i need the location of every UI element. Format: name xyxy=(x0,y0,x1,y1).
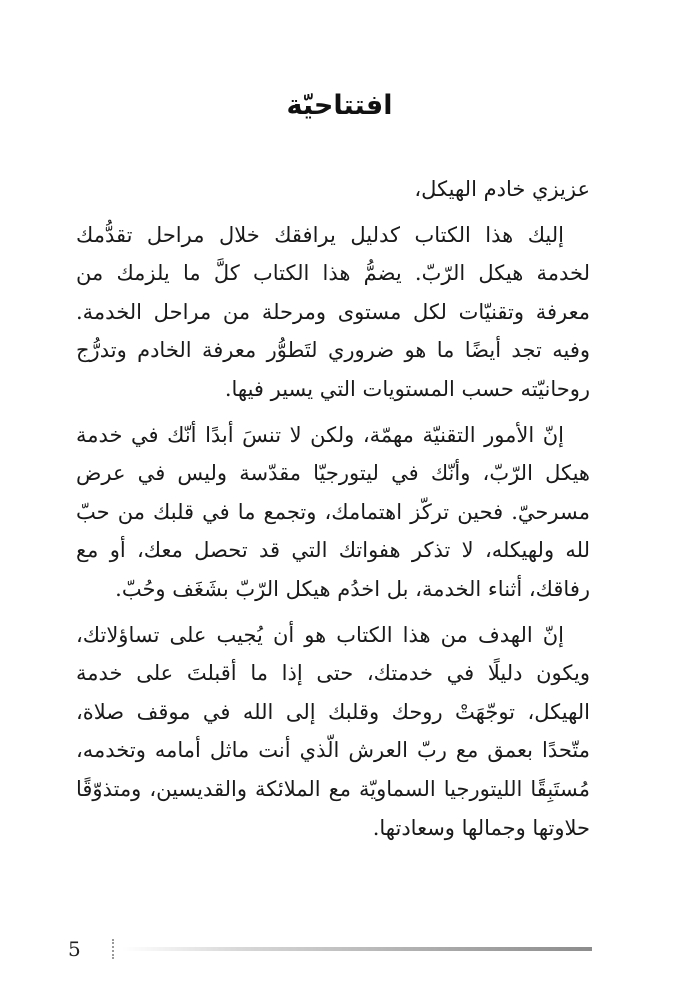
paragraph-1: إليك هذا الكتاب كدليل يرافقك خلال مراحل تقدُّمك لخدمة هيكل الرّبّ. يضمُّ هذا الكتاب كلَّ ما يلزمك من معرفة وتقنيّات لكل مستوى ومرحلة من مراحل الخدمة. وفيه تجد أيضًا ما هو ضروري لتَطوُّر معرفة الخادم وتدرُّج روحانيّته حسب المستويات التي يسير فيها. xyxy=(76,222,590,401)
footer-gradient-rule xyxy=(122,947,592,951)
page-title: افتتاحيّة xyxy=(286,90,393,122)
salutation: عزيزي خادم الهيكل، xyxy=(414,177,590,201)
page-number: 5 xyxy=(68,937,81,961)
body-text xyxy=(76,170,590,854)
paragraph-2: إنّ الأمور التقنيّة مهمّة، ولكن لا تنسَ أبدًا أنّك في خدمة هيكل الرّبّ، وأنّك في ليتورجيّا مقدّسة وليس في عرض مسرحيّ. فحين تركّز اهتمامك، وتجمع ما في قلبك من حبّ لله ولهيكله، لا تذكر هفواتك التي قد تحصل معك، أو مع رفاقك، أثناء الخدمة، بل اخدُم هيكل الرّبّ بشَغَف وحُبّ. xyxy=(76,422,590,601)
paragraph-3: إنّ الهدف من هذا الكتاب هو أن يُجيب على تساؤلاتك، ويكون دليلًا في خدمتك، حتى إذا ما أقبلتَ على خدمة الهيكل، توجّهَتْ روحك وقلبك إلى الله في موقف صلاة، متّحدًا بعمق مع ربّ العرش الّذي أنت ماثل أمامه وتخدمه، مُستَبِقًا الليتورجيا السماويّة مع الملائكة والقديسين، ومتذوّقًا حلاوتها وجمالها وسعادتها. xyxy=(76,622,590,840)
footer-dotted-separator xyxy=(112,939,114,959)
page-footer xyxy=(0,936,679,962)
